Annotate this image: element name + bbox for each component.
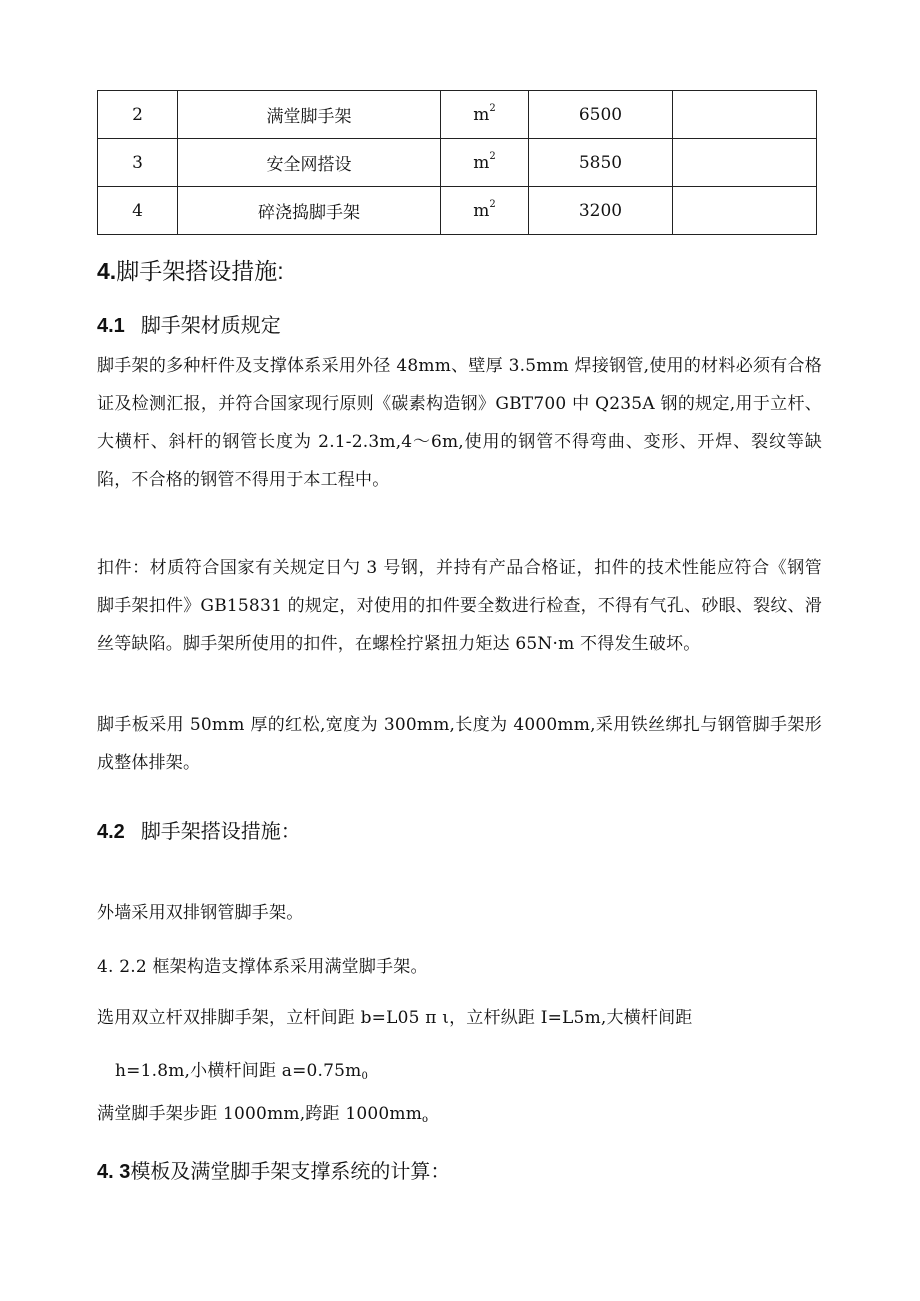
row-item: 安全网搭设	[178, 139, 441, 187]
row-number: 2	[98, 91, 178, 139]
section-4-1-paragraph-2: 扣件：材质符合国家有关规定日勺 3 号钢，并持有产品合格证，扣件的技术性能应符合《钢管脚手架扣件》GB15831 的规定，对使用的扣件要全数进行检查，不得有气孔、砂眼、裂纹、滑丝等缺陷。脚手架所使用的扣件，在螺栓拧紧扭力矩达 65N·m 不得发生破坏。	[97, 558, 822, 654]
section-4-1-paragraph-3: 脚手板采用 50mm 厚的红松,宽度为 300mm,长度为 4000mm,采用铁丝绑扎与钢管脚手架形成整体排架。	[97, 715, 822, 773]
row-number: 4	[98, 187, 178, 235]
section-4-2-paragraph-2: 4. 2.2 框架构造支撑体系采用满堂脚手架。	[97, 957, 428, 977]
section-4-2-paragraph-5: 满堂脚手架步距 1000mm,跨距 $1000mm_o$	[97, 1104, 429, 1125]
section-4-2-paragraph-1: 外墙采用双排钢管脚手架。	[97, 903, 304, 923]
row-note	[673, 139, 817, 187]
row-unit: $m^2$	[441, 187, 529, 235]
row-quantity: 6500	[529, 91, 673, 139]
section-4-1-paragraph-1: 脚手架的多种杆件及支撑体系采用外径 48mm、壁厚 3.5mm 焊接钢管,使用的材料必须有合格证及检测汇报，并符合国家现行原则《碳素构造钢》GBT700 中 Q235A 钢的规定,用于立杆、大横杆、斜杆的钢管长度为 2.1-2.3m,4～6m,使用的钢管不得弯曲、变形、开焊、裂纹等缺陷，不合格的钢管不得用于本工程中。	[97, 356, 822, 490]
section-4-2-paragraph-3: 选用双立杆双排脚手架，立杆间距 b=L05 π ι，立杆纵距 I=L5m,大横杆间距	[97, 1008, 693, 1028]
row-quantity: 5850	[529, 139, 673, 187]
section-4-heading: 4.脚手架搭设措施:	[97, 258, 284, 284]
row-quantity: 3200	[529, 187, 673, 235]
row-note	[673, 187, 817, 235]
row-note	[673, 91, 817, 139]
row-unit: $m^2$	[441, 91, 529, 139]
row-item: 满堂脚手架	[178, 91, 441, 139]
quantity-table	[97, 90, 817, 235]
table-row	[98, 187, 817, 235]
row-number: 3	[98, 139, 178, 187]
table-row	[98, 91, 817, 139]
section-4-2-paragraph-4: h=1.8m,小横杆间距 $a=0.75m_0$	[115, 1061, 369, 1082]
row-item: 碎浇捣脚手架	[178, 187, 441, 235]
section-4-3-heading: 4. 3模板及满堂脚手架支撑系统的计算：	[97, 1161, 451, 1183]
table-row	[98, 139, 817, 187]
row-unit: $m^2$	[441, 139, 529, 187]
section-4-2-heading: 4.2 脚手架搭设措施：	[97, 821, 301, 843]
section-4-1-heading: 4.1 脚手架材质规定	[97, 315, 281, 337]
